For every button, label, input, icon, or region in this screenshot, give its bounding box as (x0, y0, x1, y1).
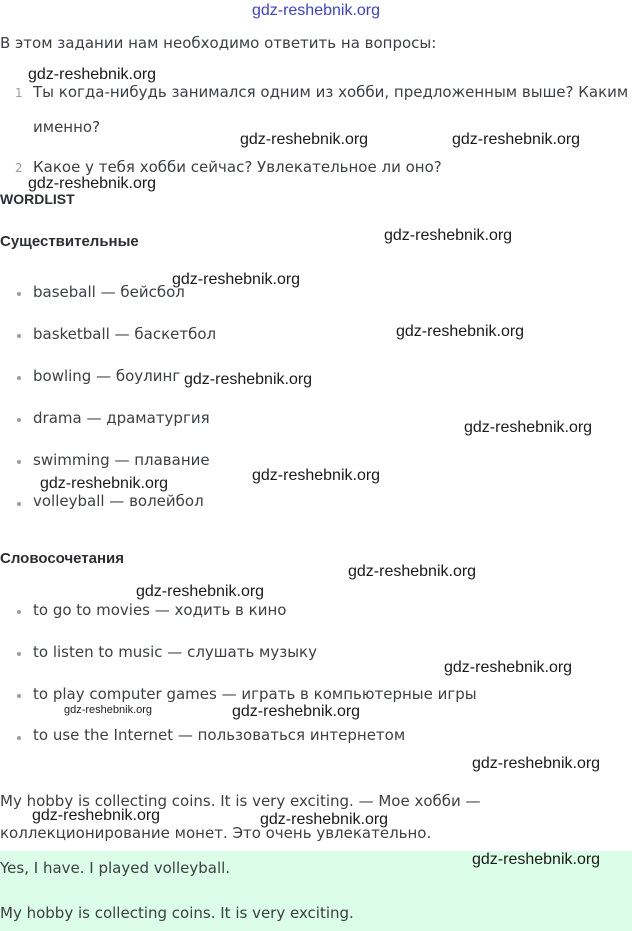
bullet (17, 736, 21, 740)
bullet (17, 418, 21, 422)
watermark: gdz-reshebnik.org (384, 227, 513, 244)
watermark: gdz-reshebnik.org (396, 323, 525, 340)
bullet (17, 460, 21, 464)
list-item: drama — драматургия (33, 409, 210, 427)
phrases-heading: Словосочетания (0, 550, 125, 567)
watermark: gdz-reshebnik.org (252, 467, 381, 484)
watermark: gdz-reshebnik.org (28, 175, 157, 192)
bullet (17, 652, 21, 656)
bullet (17, 334, 21, 338)
watermark: gdz-reshebnik.org (172, 271, 301, 288)
watermark: gdz-reshebnik.org (40, 475, 169, 492)
question-text: Ты когда-нибудь занимался одним из хобби, предложенным выше? Каким (33, 83, 629, 101)
watermark: gdz-reshebnik.org (64, 704, 153, 716)
question-text-continued: именно? (33, 118, 101, 136)
watermark: gdz-reshebnik.org (260, 811, 389, 828)
list-item: swimming — плавание (33, 451, 210, 469)
translation-text-continued: коллекционирование монет. Это очень увлекательно. (0, 824, 432, 842)
nouns-heading: Существительные (0, 233, 139, 250)
question-number: 1 (15, 86, 23, 100)
watermark: gdz-reshebnik.org (444, 659, 573, 676)
task-intro: В этом задании нам необходимо ответить на вопросы: (0, 34, 437, 52)
bullet (17, 292, 21, 296)
list-item: baseball — бейсбол (33, 283, 185, 301)
bullet (17, 502, 21, 506)
wordlist-title: WORDLIST (0, 191, 75, 207)
watermark: gdz-reshebnik.org (472, 755, 601, 772)
answer-text: Yes, I have. I played volleyball. (0, 859, 231, 877)
watermark: gdz-reshebnik.org (240, 131, 369, 148)
watermark: gdz-reshebnik.org (232, 703, 361, 720)
watermark: gdz-reshebnik.org (32, 807, 161, 824)
bullet (17, 610, 21, 614)
list-item: to listen to music — слушать музыку (33, 643, 317, 661)
watermark: gdz-reshebnik.org (136, 583, 265, 600)
list-item: bowling — боулинг (33, 367, 181, 385)
list-item: to play computer games — играть в компьютерные игры (33, 685, 477, 703)
watermark: gdz-reshebnik.org (464, 419, 593, 436)
list-item: to go to movies — ходить в кино (33, 601, 287, 619)
question-number: 2 (15, 161, 23, 175)
watermark: gdz-reshebnik.org (472, 851, 601, 868)
bullet (17, 694, 21, 698)
list-item: volleyball — волейбол (33, 492, 204, 510)
bullet (17, 376, 21, 380)
watermark: gdz-reshebnik.org (348, 563, 477, 580)
site-title[interactable]: gdz-reshebnik.org (251, 2, 381, 19)
translation-text: My hobby is collecting coins. It is very exciting. — Мое хобби — (0, 792, 481, 810)
watermark: gdz-reshebnik.org (452, 131, 581, 148)
watermark: gdz-reshebnik.org (28, 66, 157, 83)
watermark: gdz-reshebnik.org (184, 371, 313, 388)
answer-text: My hobby is collecting coins. It is very exciting. (0, 904, 354, 922)
question-text: Какое у тебя хобби сейчас? Увлекательное ли оно? (33, 158, 442, 176)
list-item: basketball — баскетбол (33, 325, 217, 343)
list-item: to use the Internet — пользоваться интернетом (33, 726, 406, 744)
